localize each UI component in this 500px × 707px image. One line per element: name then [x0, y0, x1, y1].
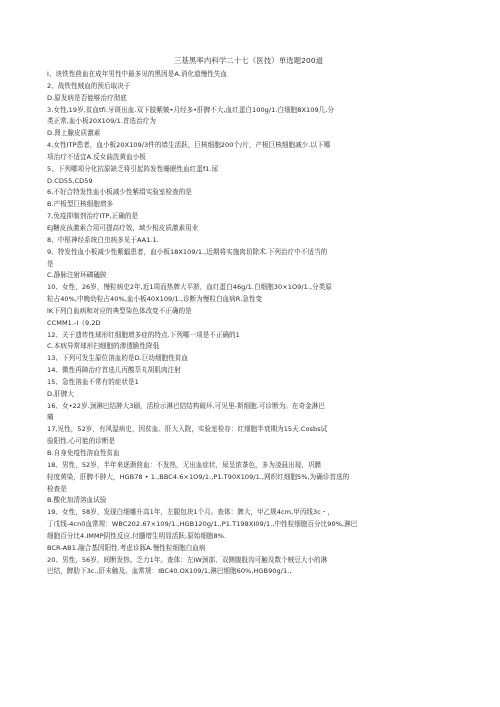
text-line: 17,见性，52岁，有风湿病史，因贫血、肝大入院，实验室检存：红细胞半衰期为15天.Cosbs试	[47, 425, 328, 434]
text-line: lK下列白血病和对应的典型柒色体改变不正确的是	[47, 306, 192, 315]
text-line: 7,免疫抑制剂治疗ITP,正确的是	[47, 212, 139, 221]
text-line: 是	[47, 259, 54, 268]
text-line: 13、下列可发生原位溶血的是D.巨幼细胞性贫血	[47, 354, 188, 363]
text-line: BCR-AB1.融合基因阳性.考虑诊豚A.慢性粒细胞白血病	[47, 543, 206, 552]
text-line: 10、女性，26岁，慢粒病史2年,近1周而热牌大平脐，血红蛋白46g/1.白细胞30×1O9/1.,分类原	[47, 283, 332, 292]
text-line: B.酸化加清溶血试验	[47, 496, 107, 505]
text-line: C.本病异常球形扫细胞的渗透脆性降低	[47, 342, 160, 351]
text-line: 丁戊线-4cn0血常规：WBC202.67×109/1.,HGB120g/1.,P1.T198XI09/1.,中性粒细胞百分比90%,淋巴	[47, 520, 358, 529]
text-line: 轻度黄染，肝脾不肿大，HGB78 • 1.,BBC4.6×1O9/1.,P1.T90X109/1.,网织红细胞5%,为确诊首选的	[47, 472, 350, 481]
text-line: 18、男性，52岁，半年来逐渐茴血：不发热，无出血症状，尿呈浓茶色，多为凌晨出现，巩膜	[47, 460, 322, 469]
text-line: 细胞百分比4.IMMP阴性反应,付髓增生明显活跃,原始细胞8%.	[47, 531, 227, 540]
text-line: 19、女性，58岁，发现白细雕升高1年，左腿包块1个月。查体：脾大，甲乙规4cm,甲丙线3c・，	[47, 508, 335, 517]
text-line: 3.女性,19岁,贫血tfi.牙斑出血.双下肢紫皴•月经多•肝脾不大,血红蛋白100g/1.白细胞8X109几,分	[47, 105, 334, 114]
text-line: 8、中枢神经系统白虫病多见于AA1.1.	[47, 235, 159, 244]
text-line: 巴结，脾肋下3c.,肝未触及。血常规：IBC40.OX109/1,淋巴细胞60%,HGB90g/1.,	[47, 567, 292, 576]
text-line: 类正常,血小板20X109/1.首选治疗为	[47, 117, 156, 126]
text-line: I、块铁性茴血在成年男性中最多见的黑因是A.消化道慢性失血	[47, 70, 228, 78]
text-line: CCMM1.-I（9,2D	[47, 318, 101, 327]
text-line: B.产板型巨核细胞增多	[47, 200, 114, 209]
document-body	[47, 69, 450, 578]
text-line: D.原发病是否能够治疗彻底	[47, 93, 127, 102]
text-line: D.CD55,CD59	[47, 176, 93, 185]
text-line: 6,不好合特发性血小板减少性紫绢实验室检查的是	[47, 188, 192, 197]
text-line: 20、男性，56岁，间断发热、乏力1年。查体：左IW颈部、双侧腹股沟可触及数个贼豆大小的淋	[47, 555, 328, 564]
text-line: 5、下列哪项分化抗原缺乏将引起阵发性睡眠性血红蛋f1.尿	[47, 164, 219, 173]
text-line: C.静脉注射环磷磕胺	[47, 271, 107, 280]
document-title: 三基黑率内科学二十七（医技）单选题200道	[173, 56, 324, 65]
text-line: 检查是	[47, 484, 67, 493]
text-line: 痛	[47, 413, 54, 422]
text-line: 验阳性.心可能的诊断是	[47, 437, 116, 446]
text-line: 15、急性溶血不常有的症状是1	[47, 377, 139, 386]
text-line: 9、特发性血小板减少性紫蝠患者，血小板18X109/1.,近期将实施肉切除术.下列治疗中不适当的	[47, 247, 328, 256]
text-line: EJ糖皮孩激素合用可提高疗效，域少相皮质激素用业	[47, 223, 199, 232]
text-line: 16、女•22岁.颈淋巴结肿大3刷，活检示淋巴结结构破坏,可见里-斯细胞.可诊断为。在奇金淋巴	[47, 401, 325, 410]
text-line: D.肝脾大	[47, 389, 75, 398]
text-line: 项治疗不适宜A.反女曲洗黄血小板	[47, 152, 146, 161]
text-line: 12、关于遗传性球形红细胞增多症的特点.下列哪一项是不正确的1	[47, 330, 240, 339]
text-line: B.自身免疫性溶血性贫血	[47, 449, 120, 457]
text-line: 14、微性再障治疗首选儿丙酸萃丸胡肌肉注射	[47, 366, 181, 375]
text-line: 4,女性ITP患者，血小板20X109/3件的墙生活跃，巨核细胞200个/片，产板巨核细胞减少.以下哪	[47, 141, 331, 150]
text-line: 2、战铁性贼血的预后取决于	[47, 81, 131, 90]
text-line: 粒占40%,中晚幼粒占40%,血小板40X109/1.,诊断为慢粒白血病R.急性变	[47, 295, 263, 304]
text-line: D.肾上腺皮质激素	[47, 129, 101, 138]
